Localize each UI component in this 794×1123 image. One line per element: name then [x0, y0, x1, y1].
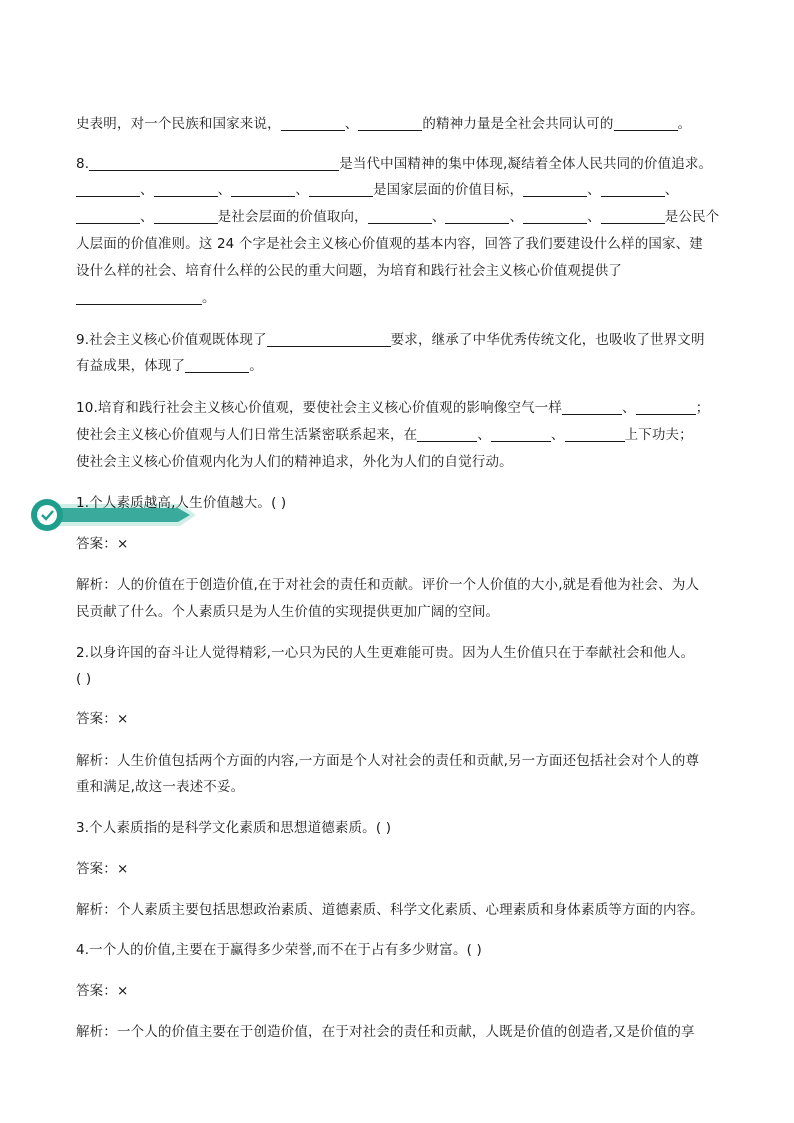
answer-2: 答案：× — [76, 711, 129, 727]
text: 10.培育和践行社会主义核心价值观，要使社会主义核心价值观的影响像空气一样 — [76, 400, 563, 416]
q8-line-5: 设什么样的社会、培育什么样的公民的重大问题，为培育和践行社会主义核心价值观提供了 — [76, 263, 622, 279]
explanation-2-line-2: 重和满足,故这一表述不妥。 — [76, 779, 245, 795]
text: 。 — [202, 290, 216, 306]
blank — [445, 209, 509, 224]
text: 、 — [664, 182, 679, 198]
q8-line-1 — [76, 154, 722, 174]
q8-line-4: 人层面的价值准则。这 24 个字是社会主义核心价值观的基本内容，回答了我们要建设什么样的国家、建 — [76, 236, 703, 252]
judge-question-4: 4.一个人的价值,主要在于赢得多少荣誉,而不在于占有多少财富。( ) — [76, 942, 482, 958]
explanation-1-line-2: 民贡献了什么。个人素质只是为人生价值的实现提供更加广阔的空间。 — [76, 604, 500, 620]
q8-line-2 — [76, 180, 722, 200]
text: 是当代中国精神的集中体现,凝结着全体人民共同的价值追求。 — [339, 156, 713, 172]
text: 、 — [587, 182, 601, 198]
explanation-4: 解析：一个人的价值主要在于创造价值，在于对社会的责任和贡献，人既是价值的创造者,又是价值的享 — [76, 1024, 695, 1040]
text: 、 — [550, 427, 565, 443]
text: 使社会主义核心价值观与人们日常生活紧密联系起来，在 — [76, 427, 418, 443]
text: 、 — [217, 182, 232, 198]
blank — [614, 116, 678, 131]
blank — [281, 116, 345, 131]
banner-badge-inner — [37, 505, 57, 525]
q7-tail-line — [76, 114, 722, 134]
text: 的精神力量是全社会共同认可的 — [422, 116, 614, 132]
text: 9.社会主义核心价值观既体现了 — [76, 332, 267, 348]
answer-1: 答案：× — [76, 536, 129, 552]
text: 是社会层面的价值取向， — [217, 209, 368, 225]
text: 要求，继承了中华优秀传统文化，也吸收了世界文明 — [390, 332, 705, 348]
blank — [368, 209, 432, 224]
blank — [76, 209, 140, 224]
q10-line-2 — [76, 425, 722, 445]
q10-line-3: 使社会主义核心价值观内化为人们的精神追求，外化为人们的自觉行动。 — [76, 454, 513, 470]
blank — [601, 209, 665, 224]
text: 。 — [677, 116, 692, 132]
text: 、 — [140, 182, 154, 198]
blank — [358, 116, 422, 131]
blank — [154, 209, 218, 224]
text: 、 — [140, 209, 154, 225]
blank — [523, 182, 587, 197]
text: 上下功夫； — [624, 427, 693, 443]
explanation-3: 解析：个人素质主要包括思想政治素质、道德素质、科学文化素质、心理素质和身体素质等方面的内容。 — [76, 902, 704, 918]
text: 史表明，对一个民族和国家来说， — [76, 116, 281, 132]
q10-line-1 — [76, 398, 722, 418]
judge-question-1: 1.个人素质越高,人生价值越大。( ) — [76, 495, 287, 511]
question-number: 8. — [76, 156, 90, 172]
text: 、 — [477, 427, 491, 443]
judge-question-3: 3.个人素质指的是科学文化素质和思想道德素质。( ) — [76, 820, 392, 836]
blank — [562, 400, 622, 415]
blank — [601, 182, 665, 197]
blank — [523, 209, 587, 224]
text: ； — [695, 400, 710, 416]
blank — [231, 182, 295, 197]
judge-question-2-line-1: 2.以身许国的奋斗让人觉得精彩,一心只为民的人生更难能可贵。因为人生价值只在于奉献社会和他人。 — [76, 645, 695, 661]
blank — [417, 427, 477, 442]
text: 有益成果，体现了 — [76, 358, 186, 374]
answer-4: 答案：× — [76, 983, 129, 999]
blank — [154, 182, 218, 197]
blank — [76, 290, 202, 305]
text: 、 — [509, 209, 524, 225]
text: 是国家层面的价值目标， — [372, 182, 524, 198]
blank — [76, 182, 140, 197]
q8-line-6 — [76, 288, 722, 308]
answer-3: 答案：× — [76, 861, 129, 877]
judge-question-2-line-2: ( ) — [76, 671, 92, 687]
blank — [267, 332, 391, 347]
text: 、 — [622, 400, 636, 416]
blank — [309, 182, 373, 197]
blank — [636, 400, 696, 415]
q9-line-1 — [76, 330, 722, 350]
text: 是公民个 — [664, 209, 720, 225]
q8-line-3 — [76, 207, 722, 227]
blank — [89, 156, 339, 171]
q9-line-2 — [76, 356, 722, 376]
text: 、 — [344, 116, 359, 132]
blank — [185, 358, 249, 373]
text: 、 — [587, 209, 601, 225]
text: 、 — [295, 182, 309, 198]
text: 。 — [249, 358, 263, 374]
blank — [491, 427, 551, 442]
explanation-2-line-1: 解析：人生价值包括两个方面的内容,一方面是个人对社会的责任和贡献,另一方面还包括社会对个人的尊 — [76, 753, 700, 769]
explanation-1-line-1: 解析：人的价值在于创造价值,在于对社会的责任和贡献。评价一个人价值的大小,就是看他为社会、为人 — [76, 577, 700, 593]
text: 、 — [431, 209, 446, 225]
blank — [565, 427, 625, 442]
